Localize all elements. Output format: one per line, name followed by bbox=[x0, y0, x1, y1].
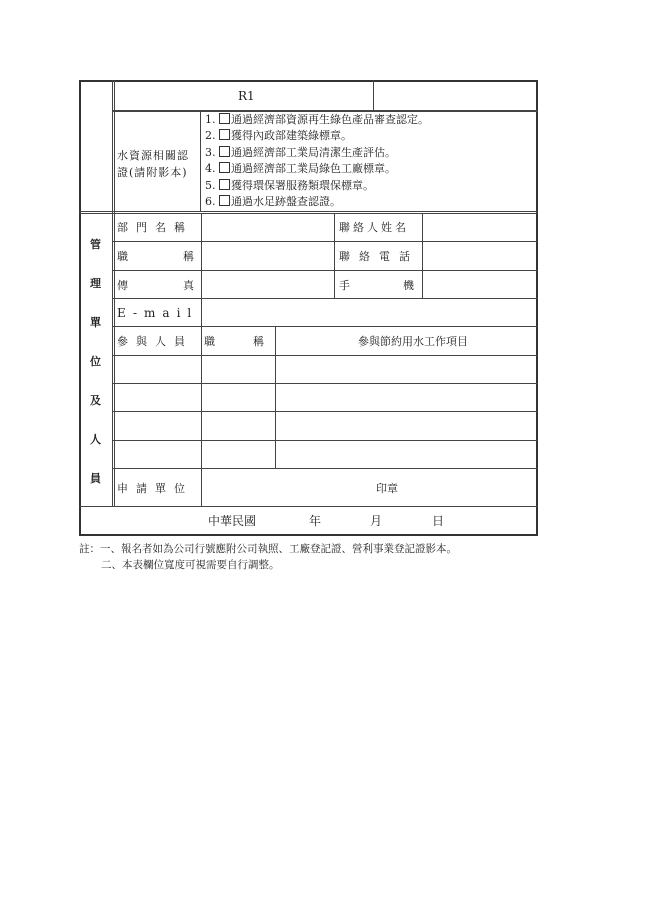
item-text: 通過經濟部資源再生綠色產品審查認定。 bbox=[231, 113, 429, 126]
item-number: 6. bbox=[205, 195, 216, 208]
grid-line bbox=[113, 468, 538, 469]
certification-item bbox=[205, 113, 429, 126]
grid-line bbox=[113, 298, 538, 299]
item-text: 通過經濟部工業局清潔生產評估。 bbox=[231, 146, 396, 159]
note-line-2: 二、本表欄位寬度可視需要自行調整。 bbox=[101, 559, 280, 571]
grid-line bbox=[201, 213, 202, 327]
grid-line bbox=[113, 111, 538, 112]
applicant-unit-label: 申請單位 bbox=[117, 482, 193, 495]
date-month: 月 bbox=[370, 514, 383, 528]
department-name-label: 部門名稱 bbox=[117, 221, 193, 234]
email-label: E-mail bbox=[117, 306, 199, 320]
fax-label: 傳真 bbox=[117, 279, 249, 292]
certification-label-line1: 水資源相關認 bbox=[117, 149, 189, 162]
participant-title-label: 職稱 bbox=[204, 335, 302, 348]
note-line-1: 註：一、報名者如為公司行號應附公司執照、工廠登記證、營利事業登記證影本。 bbox=[79, 543, 457, 555]
work-items-label: 參與節約用水工作項目 bbox=[358, 335, 468, 348]
checkbox-icon[interactable] bbox=[219, 179, 230, 190]
item-number: 3. bbox=[205, 146, 216, 159]
grid-line bbox=[334, 213, 335, 299]
participants-label: 參與人員 bbox=[117, 335, 193, 348]
grid-line bbox=[373, 80, 374, 111]
checkbox-icon[interactable] bbox=[219, 195, 230, 206]
checkbox-icon[interactable] bbox=[219, 129, 230, 140]
date-era: 中華民國 bbox=[208, 514, 257, 528]
certification-item bbox=[205, 162, 396, 175]
certification-item bbox=[205, 195, 341, 208]
grid-line bbox=[113, 270, 538, 271]
grid-line bbox=[200, 111, 201, 212]
item-number: 5. bbox=[205, 179, 216, 192]
certification-item bbox=[205, 179, 374, 192]
checkbox-icon[interactable] bbox=[219, 146, 230, 157]
grid-line bbox=[79, 211, 538, 212]
item-number: 2. bbox=[205, 129, 216, 142]
certification-item bbox=[205, 129, 352, 142]
grid-line bbox=[112, 80, 113, 507]
checkbox-icon[interactable] bbox=[219, 113, 230, 124]
grid-line bbox=[113, 241, 538, 242]
grid-line bbox=[201, 468, 202, 506]
grid-line bbox=[79, 506, 538, 507]
grid-line bbox=[79, 213, 538, 214]
item-text: 獲得環保署服務類環保標章。 bbox=[231, 179, 374, 192]
item-number: 4. bbox=[205, 162, 216, 175]
grid-line bbox=[113, 440, 538, 441]
grid-line bbox=[113, 326, 538, 327]
mobile-label: 手機 bbox=[339, 279, 467, 292]
grid-line bbox=[113, 411, 538, 412]
contact-name-label: 聯絡人姓名 bbox=[339, 221, 409, 234]
item-text: 獲得內政部建築綠標章。 bbox=[231, 129, 352, 142]
item-number: 1. bbox=[205, 113, 216, 126]
grid-line bbox=[114, 80, 115, 507]
date-year: 年 bbox=[309, 514, 322, 528]
certification-item bbox=[205, 146, 396, 159]
item-text: 通過水足跡盤查認證。 bbox=[231, 195, 341, 208]
certification-label-line2: 證(請附影本) bbox=[117, 166, 188, 179]
r1-label: R1 bbox=[238, 89, 255, 103]
grid-line bbox=[113, 355, 538, 356]
grid-line bbox=[113, 383, 538, 384]
grid-line bbox=[201, 326, 202, 469]
phone-label: 聯絡電話 bbox=[339, 250, 419, 263]
date-day: 日 bbox=[432, 514, 445, 528]
title-label: 職稱 bbox=[117, 250, 249, 263]
seal-label: 印章 bbox=[376, 482, 398, 495]
item-text: 通過經濟部工業局綠色工廠標章。 bbox=[231, 162, 396, 175]
checkbox-icon[interactable] bbox=[219, 162, 230, 173]
